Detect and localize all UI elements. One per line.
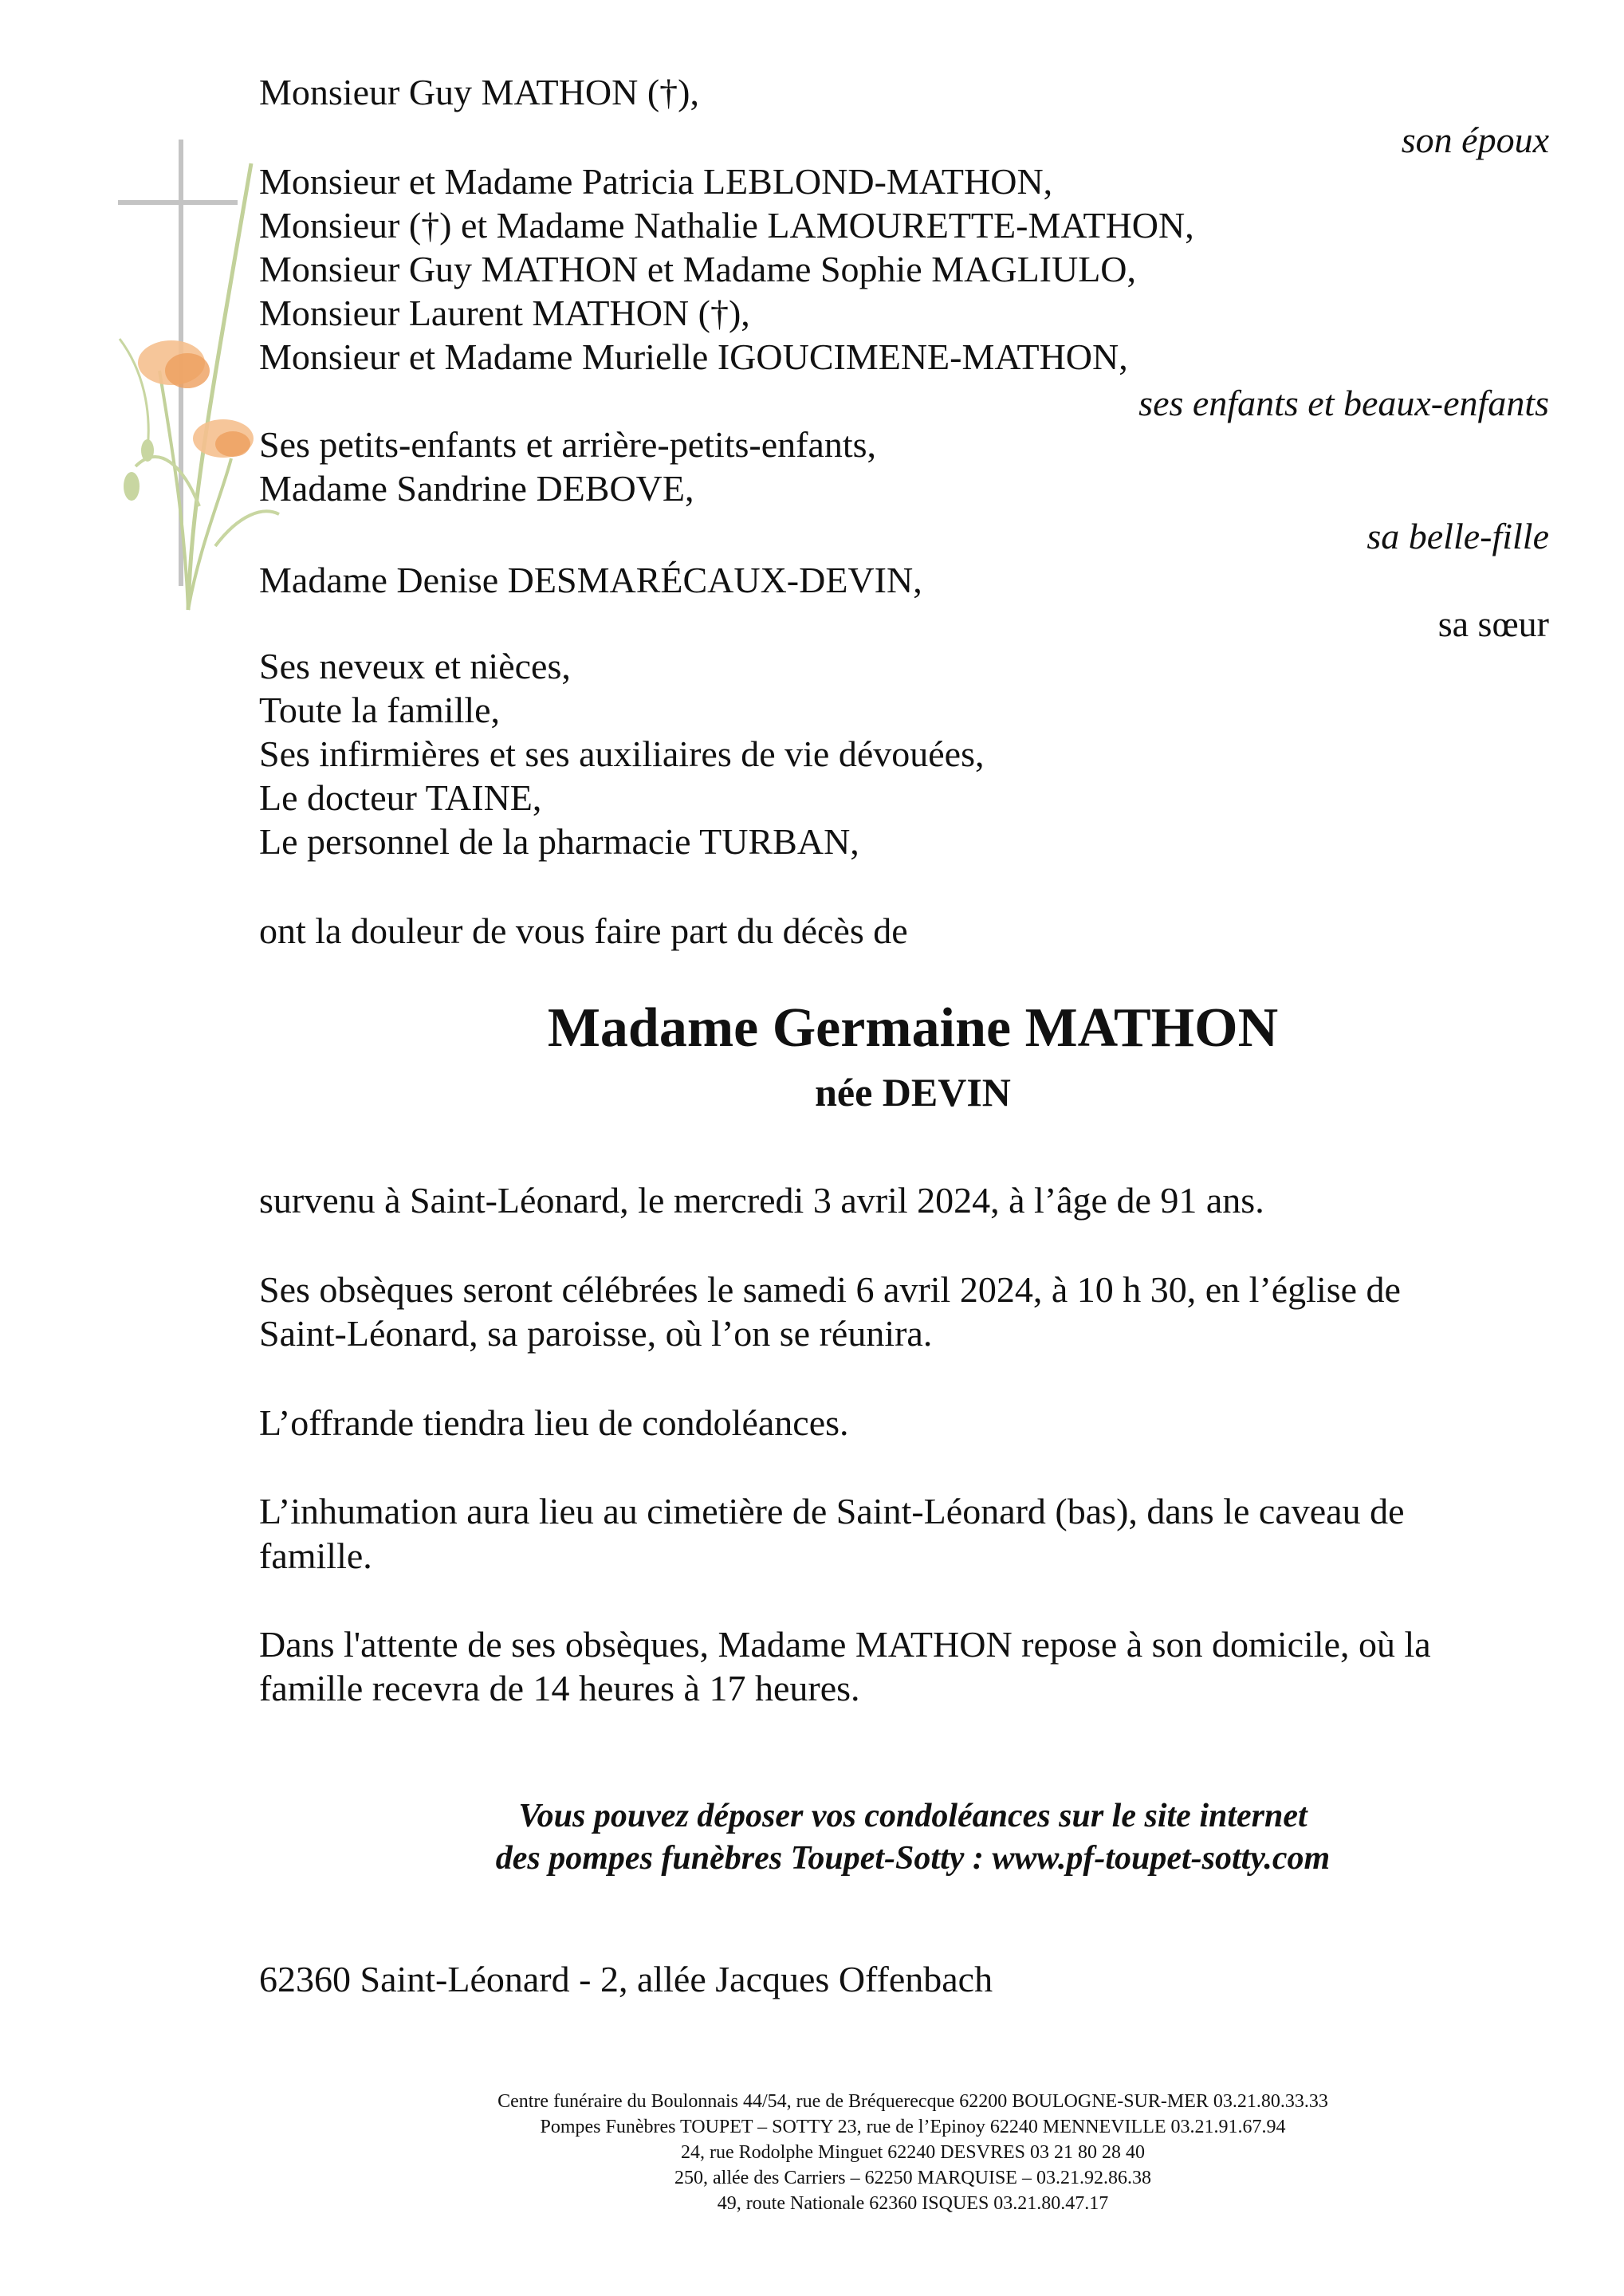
husband-role: son époux — [1401, 120, 1549, 160]
poppy-flower — [215, 431, 250, 457]
grandchildren-line: Ses petits-enfants et arrière-petits-enfants, — [259, 424, 877, 465]
other-line: Le personnel de la pharmacie TURBAN, — [259, 821, 859, 862]
burial-details: famille. — [259, 1535, 372, 1576]
daughter-in-law-line: Madame Sandrine DEBOVE, — [259, 468, 694, 509]
footer-line: 250, allée des Carriers – 62250 MARQUISE – 03.21.92.86.38 — [674, 2168, 1151, 2188]
leaf — [136, 457, 199, 506]
husband-line: Monsieur Guy MATHON (†), — [259, 72, 699, 112]
child-line: Monsieur et Madame Patricia LEBLOND-MATHON, — [259, 161, 1053, 202]
burial-details: L’inhumation aura lieu au cimetière de Saint-Léonard (bas), dans le caveau de — [259, 1491, 1405, 1531]
poppy-flower — [165, 353, 210, 388]
footer-line: Centre funéraire du Boulonnais 44/54, rue de Bréquerecque 62200 BOULOGNE-SUR-MER 03.21.80.33.33 — [497, 2091, 1328, 2112]
children-role: ses enfants et beaux-enfants — [1138, 383, 1549, 423]
death-details: survenu à Saint-Léonard, le mercredi 3 avril 2024, à l’âge de 91 ans. — [259, 1180, 1264, 1221]
child-line: Monsieur Laurent MATHON (†), — [259, 293, 750, 333]
announcement-line: ont la douleur de vous faire part du décès de — [259, 910, 908, 951]
leaf — [215, 511, 279, 546]
child-line: Monsieur et Madame Murielle IGOUCIMENE-MATHON, — [259, 336, 1128, 377]
deceased-maiden-name: née DEVIN — [815, 1070, 1011, 1115]
footer-line: 49, route Nationale 62360 ISQUES 03.21.80.47.17 — [717, 2193, 1109, 2214]
poppy-bud — [124, 472, 140, 501]
child-line: Monsieur (†) et Madame Nathalie LAMOURETTE-MATHON, — [259, 205, 1194, 246]
deceased-name: Madame Germaine MATHON — [547, 997, 1279, 1059]
funeral-details: Saint-Léonard, sa paroisse, où l’on se réunira. — [259, 1313, 933, 1354]
offering-details: L’offrande tiendra lieu de condoléances. — [259, 1402, 849, 1443]
child-line: Monsieur Guy MATHON et Madame Sophie MAGLIULO, — [259, 249, 1137, 289]
daughter-in-law-role: sa belle-fille — [1366, 516, 1549, 556]
rest-details: famille recevra de 14 heures à 17 heures. — [259, 1668, 860, 1708]
footer-line: 24, rue Rodolphe Minguet 62240 DESVRES 03 21 80 28 40 — [681, 2142, 1145, 2163]
home-address: 62360 Saint-Léonard - 2, allée Jacques Offenbach — [259, 1959, 993, 1999]
condolences-website: des pompes funèbres Toupet-Sotty : www.pf-toupet-sotty.com — [495, 1840, 1331, 1877]
other-line: Ses infirmières et ses auxiliaires de vie dévouées, — [259, 733, 985, 774]
footer-line: Pompes Funèbres TOUPET – SOTTY 23, rue de l’Epinoy 62240 MENNEVILLE 03.21.91.67.94 — [540, 2117, 1286, 2137]
other-line: Toute la famille, — [259, 690, 501, 730]
sister-role: sa sœur — [1437, 603, 1549, 644]
rest-details: Dans l'attente de ses obsèques, Madame MATHON repose à son domicile, où la — [259, 1624, 1431, 1665]
poppy-bud — [141, 439, 154, 462]
other-line: Ses neveux et nièces, — [259, 646, 571, 686]
condolences-line: Vous pouvez déposer vos condoléances sur le site internet — [518, 1798, 1307, 1834]
stem — [159, 371, 188, 610]
funeral-details: Ses obsèques seront célébrées le samedi 6 avril 2024, à 10 h 30, en l’église de — [259, 1269, 1401, 1310]
sister-line: Madame Denise DESMARÉCAUX-DEVIN, — [259, 560, 922, 600]
other-line: Le docteur TAINE, — [259, 777, 542, 818]
cross-horizontal — [118, 200, 238, 205]
